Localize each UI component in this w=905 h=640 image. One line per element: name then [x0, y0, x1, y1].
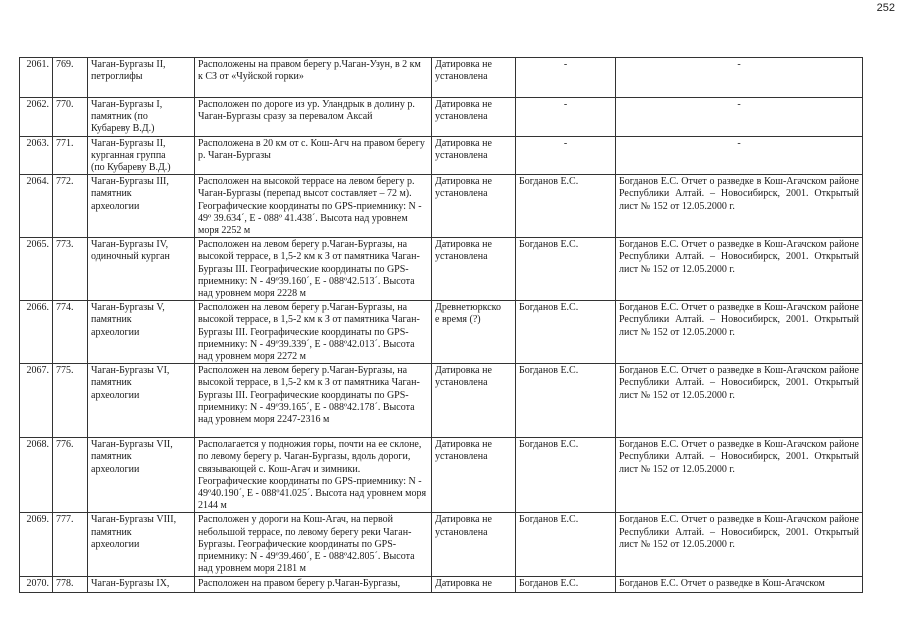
monument-location: Расположен на правом берегу р.Чаган-Бургазы, — [195, 576, 432, 592]
row-number: 777. — [53, 513, 88, 576]
monument-author: Богданов Е.С. — [516, 513, 616, 576]
monument-name: Чаган-Бургазы IX, — [88, 576, 195, 592]
monument-dating: Датировка не установлена — [432, 238, 516, 301]
monument-author: - — [516, 58, 616, 98]
monument-location: Расположен на левом берегу р.Чаган-Бургазы, на высокой террасе, в 1,5-2 км к З от памятника Чаган-Бургазы III. Географические координаты по GPS-приемнику: N - 49º39.165´, E - 088º42.178´. Высота над уровнем моря 2247-2316 м — [195, 364, 432, 438]
table-row — [20, 175, 863, 238]
table-row — [20, 58, 863, 98]
table-row — [20, 238, 863, 301]
monument-dating: Датировка не установлена — [432, 136, 516, 175]
monument-author: - — [516, 136, 616, 175]
monument-author: Богданов Е.С. — [516, 364, 616, 438]
monument-source: Богданов Е.С. Отчет о разведке в Кош-Агачском районе Республики Алтай. – Новосибирск, 2001. Открытый лист № 152 от 12.05.2000 г. — [616, 438, 863, 513]
row-index: 2064. — [20, 175, 53, 238]
row-number: 778. — [53, 576, 88, 592]
row-number: 774. — [53, 301, 88, 364]
monument-author: Богданов Е.С. — [516, 238, 616, 301]
row-index: 2069. — [20, 513, 53, 576]
monument-source: Богданов Е.С. Отчет о разведке в Кош-Агачском районе Республики Алтай. – Новосибирск, 2001. Открытый лист № 152 от 12.05.2000 г. — [616, 238, 863, 301]
row-index: 2062. — [20, 98, 53, 137]
monument-source: Богданов Е.С. Отчет о разведке в Кош-Агачском — [616, 576, 863, 592]
table-row — [20, 438, 863, 513]
table-row — [20, 136, 863, 175]
row-index: 2067. — [20, 364, 53, 438]
monument-name: Чаган-Бургазы IV, одиночный курган — [88, 238, 195, 301]
table-row — [20, 364, 863, 438]
monument-author: Богданов Е.С. — [516, 175, 616, 238]
table-row — [20, 513, 863, 576]
monument-author: Богданов Е.С. — [516, 438, 616, 513]
monument-dating: Датировка не — [432, 576, 516, 592]
monument-dating: Датировка не установлена — [432, 58, 516, 98]
monument-location: Расположен на левом берегу р.Чаган-Бургазы, на высокой террасе, в 1,5-2 км к З от памятника Чаган-Бургазы III. Географические координаты по GPS-приемнику: N - 49º39.160´, E - 088º42.513´. Высота над уровнем моря 2228 м — [195, 238, 432, 301]
monument-dating: Датировка не установлена — [432, 513, 516, 576]
monument-source: Богданов Е.С. Отчет о разведке в Кош-Агачском районе Республики Алтай. – Новосибирск, 2001. Открытый лист № 152 от 12.05.2000 г. — [616, 364, 863, 438]
monument-location: Расположен по дороге из ур. Уландрык в долину р. Чаган-Бургазы сразу за перевалом Аксай — [195, 98, 432, 137]
monument-location: Расположен на левом берегу р.Чаган-Бургазы, на высокой террасе, в 1,5-2 км к З от памятника Чаган-Бургазы III. Географические координаты по GPS-приемнику: N - 49º39.339´, E - 088º42.013´. Высота над уровнем моря 2272 м — [195, 301, 432, 364]
row-number: 773. — [53, 238, 88, 301]
monument-name: Чаган-Бургазы VII, памятник археологии — [88, 438, 195, 513]
monument-dating: Древнетюркско е время (?) — [432, 301, 516, 364]
row-index: 2070. — [20, 576, 53, 592]
monuments-table — [19, 57, 863, 593]
monument-dating: Датировка не установлена — [432, 98, 516, 137]
row-number: 775. — [53, 364, 88, 438]
monument-location: Расположен у дороги на Кош-Агач, на первой небольшой террасе, по левому берегу реки Чаган-Бургазы. Географические координаты по GPS-приемнику: N - 49º39.460´, E - 088º42.805´. Высота над уровнем моря 2181 м — [195, 513, 432, 576]
monument-dating: Датировка не установлена — [432, 438, 516, 513]
row-index: 2063. — [20, 136, 53, 175]
monument-name: Чаган-Бургазы VI, памятник археологии — [88, 364, 195, 438]
row-number: 769. — [53, 58, 88, 98]
monument-location: Расположена в 20 км от с. Кош-Агч на правом берегу р. Чаган-Бургазы — [195, 136, 432, 175]
monument-source: Богданов Е.С. Отчет о разведке в Кош-Агачском районе Республики Алтай. – Новосибирск, 2001. Открытый лист № 152 от 12.05.2000 г. — [616, 175, 863, 238]
monument-name: Чаган-Бургазы II, курганная группа (по Кубареву В.Д.) — [88, 136, 195, 175]
monument-author: Богданов Е.С. — [516, 301, 616, 364]
row-number: 771. — [53, 136, 88, 175]
page-number: 252 — [876, 2, 895, 14]
monument-name: Чаган-Бургазы II, петроглифы — [88, 58, 195, 98]
row-index: 2066. — [20, 301, 53, 364]
monument-dating: Датировка не установлена — [432, 364, 516, 438]
table-row — [20, 576, 863, 592]
table-row — [20, 301, 863, 364]
monument-name: Чаган-Бургазы III, памятник археологии — [88, 175, 195, 238]
monument-source: - — [616, 98, 863, 137]
monument-dating: Датировка не установлена — [432, 175, 516, 238]
monument-name: Чаган-Бургазы I, памятник (по Кубареву В.Д.) — [88, 98, 195, 137]
monument-name: Чаган-Бургазы V, памятник археологии — [88, 301, 195, 364]
monument-location: Располагается у подножия горы, почти на ее склоне, по левому берегу р. Чаган-Бургазы, вдоль дороги, связывающей с. Кош-Агач и зимники. Географические координаты по GPS-приемнику: N - 49º40.190´, E - 088º41.025´. Высота над уровнем моря 2144 м — [195, 438, 432, 513]
row-index: 2065. — [20, 238, 53, 301]
table-row — [20, 98, 863, 137]
monument-location: Расположены на правом берегу р.Чаган-Узун, в 2 км к СЗ от «Чуйской горки» — [195, 58, 432, 98]
row-number: 776. — [53, 438, 88, 513]
monument-author: - — [516, 98, 616, 137]
monument-source: - — [616, 58, 863, 98]
row-number: 772. — [53, 175, 88, 238]
monument-location: Расположен на высокой террасе на левом берегу р. Чаган-Бургазы (перепад высот составляет – 72 м). Географические координаты по GPS-приемнику: N - 49º 39.634´, E - 088º 41.438´. Высота над уровнем моря 2252 м — [195, 175, 432, 238]
monument-name: Чаган-Бургазы VIII, памятник археологии — [88, 513, 195, 576]
row-index: 2068. — [20, 438, 53, 513]
monument-source: Богданов Е.С. Отчет о разведке в Кош-Агачском районе Республики Алтай. – Новосибирск, 2001. Открытый лист № 152 от 12.05.2000 г. — [616, 513, 863, 576]
monument-author: Богданов Е.С. — [516, 576, 616, 592]
row-number: 770. — [53, 98, 88, 137]
monument-source: Богданов Е.С. Отчет о разведке в Кош-Агачском районе Республики Алтай. – Новосибирск, 2001. Открытый лист № 152 от 12.05.2000 г. — [616, 301, 863, 364]
monument-source: - — [616, 136, 863, 175]
row-index: 2061. — [20, 58, 53, 98]
